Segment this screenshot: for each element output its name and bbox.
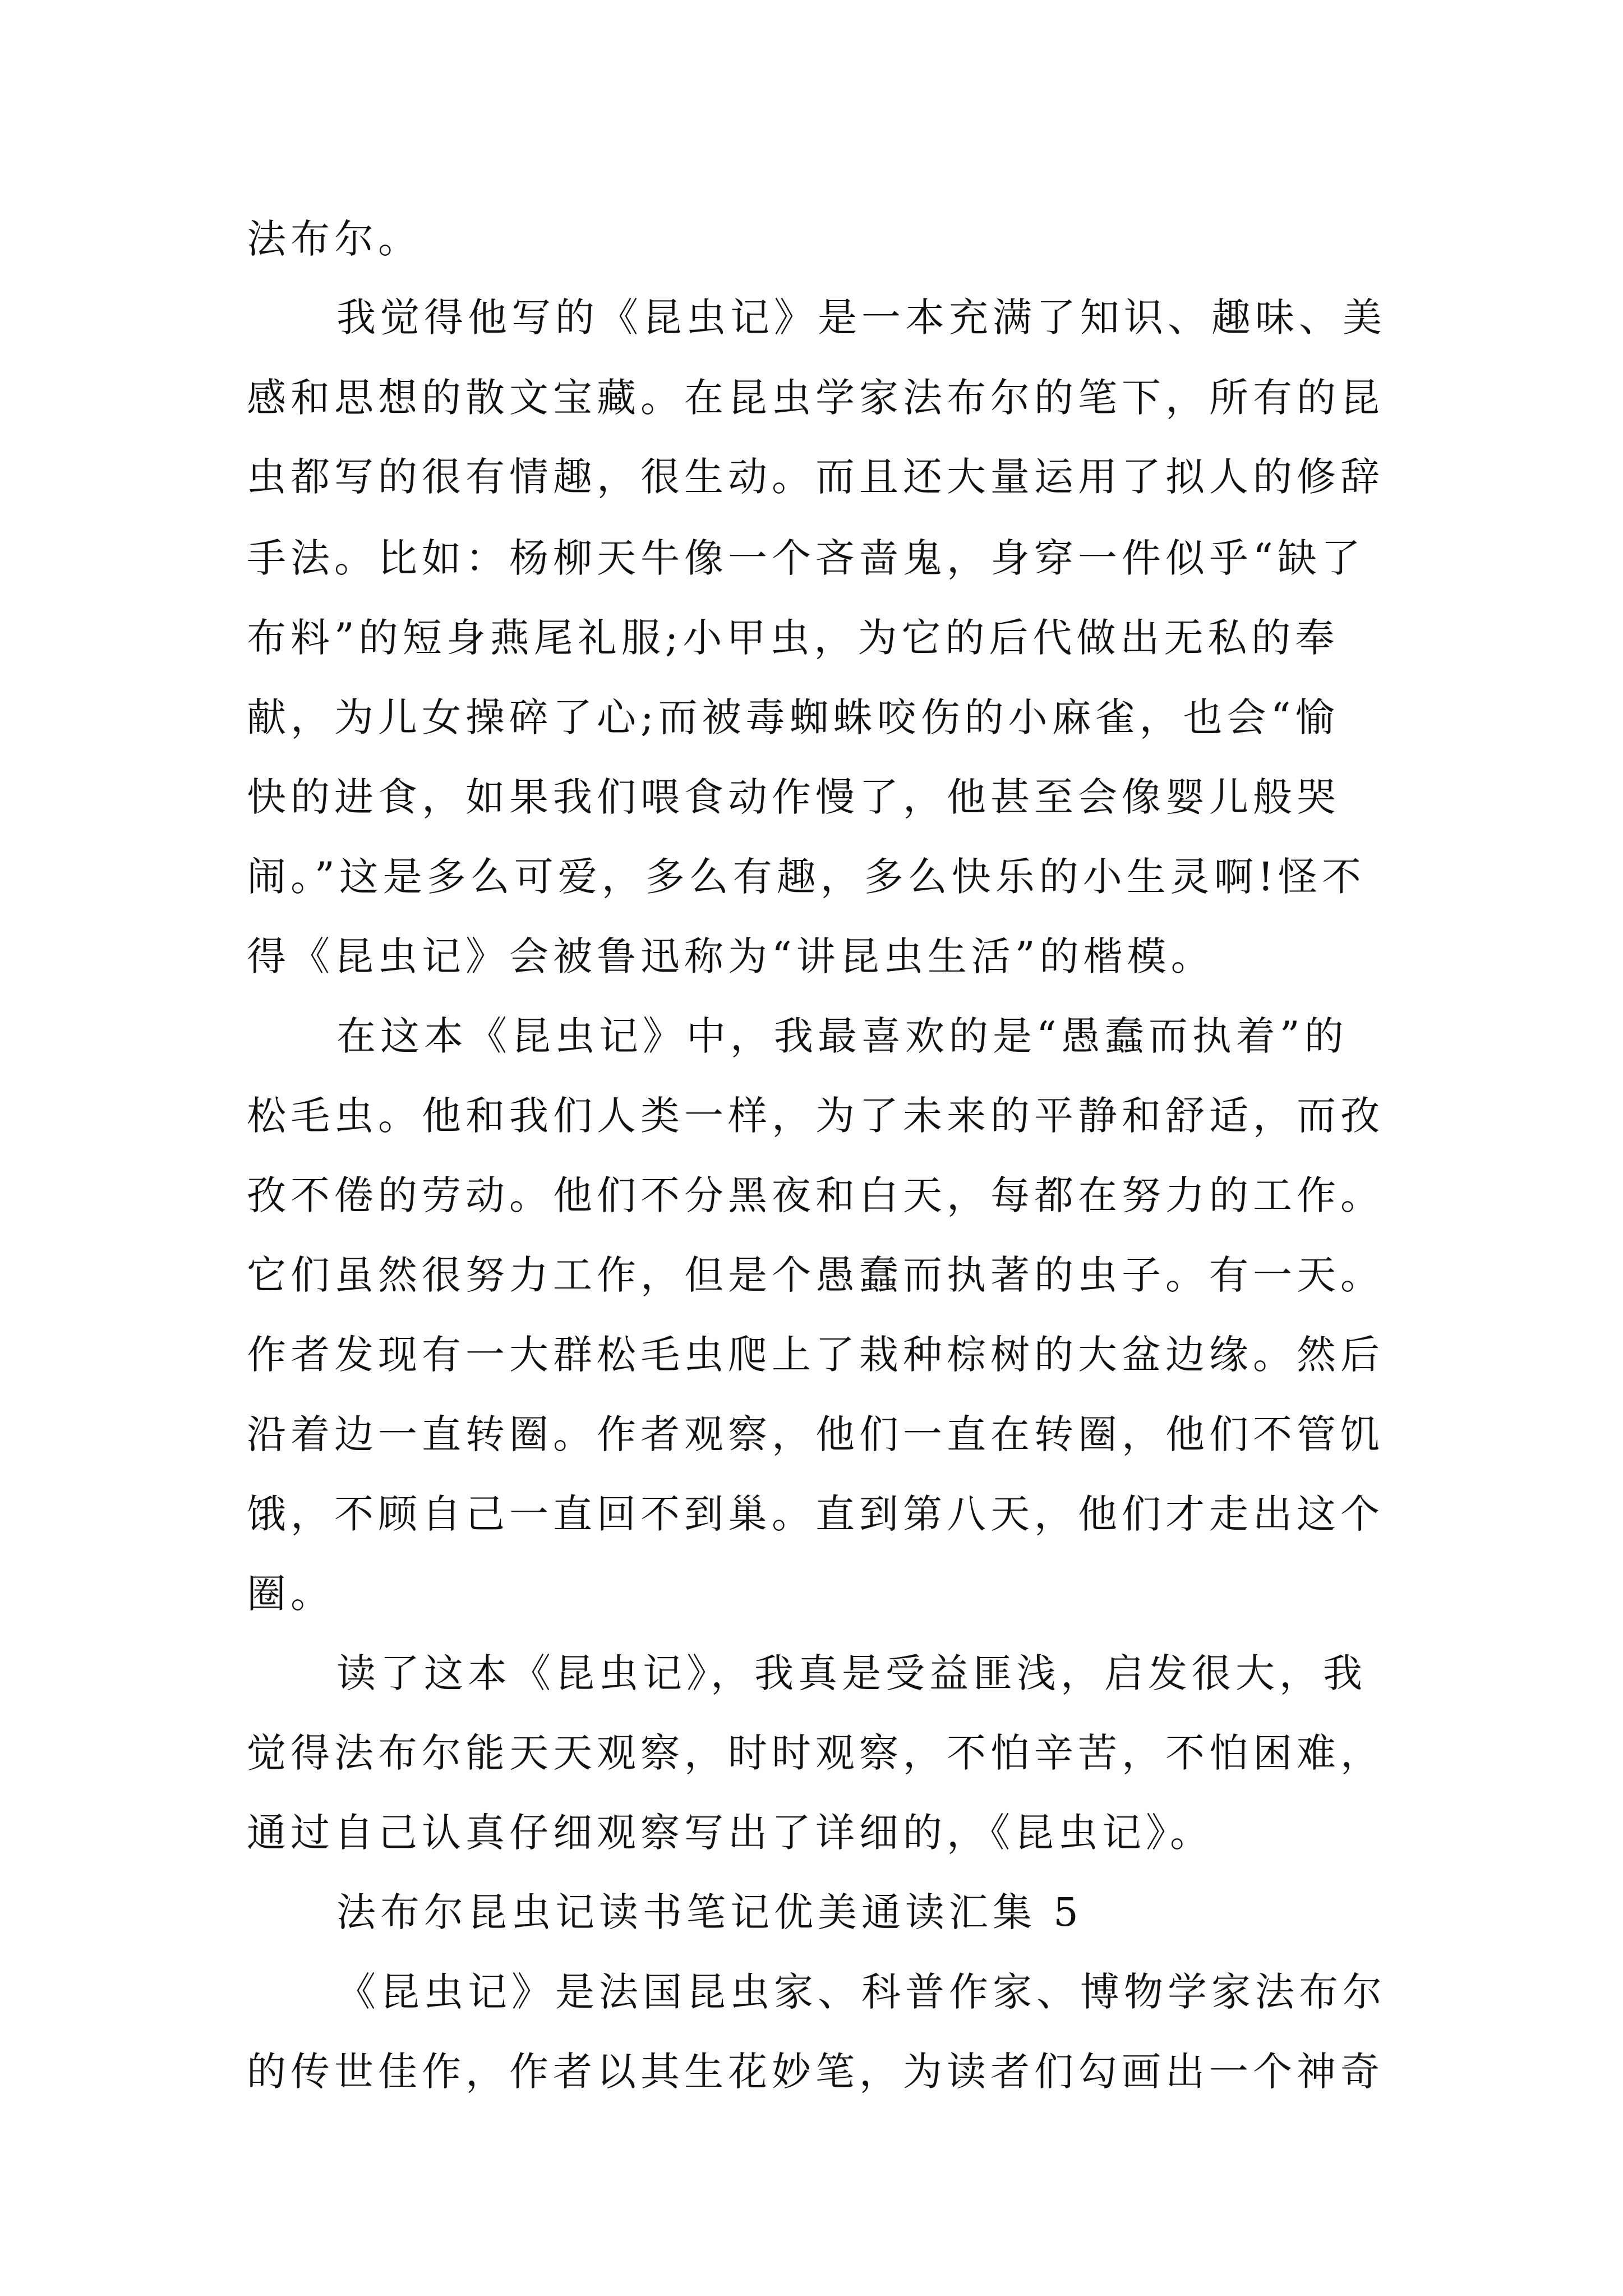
text-line-4: 虫都写的很有情趣，很生动。而且还大量运用了拟人的修辞 (247, 454, 1384, 500)
text-line-13: 孜不倦的劳动。他们不分黑夜和白天，每都在努力的工作。 (247, 1172, 1384, 1218)
text-line-10: 得《昆虫记》会被鲁迅称为“讲昆虫生活”的楷模。 (247, 933, 1215, 979)
text-line-8: 快的进食，如果我们喂食动作慢了，他甚至会像婴儿般哭 (247, 774, 1340, 820)
text-line-1: 法布尔。 (247, 216, 422, 262)
paragraph-line-2: 在这本《昆虫记》中，我最喜欢的是“愚蠢而执着”的 (336, 1013, 1348, 1059)
text-line-6: 布料”的短身燕尾礼服;小甲虫，为它的后代做出无私的奉 (247, 615, 1339, 661)
text-line-7: 献，为儿女操碎了心;而被毒蜘蛛咬伤的小麻雀，也会“愉 (247, 694, 1339, 740)
paragraph-line-4: 《昆虫记》是法国昆虫家、科普作家、博物学家法布尔 (336, 1969, 1386, 2015)
text-line-18: 圈。 (247, 1571, 334, 1617)
paragraph-line-1: 我觉得他写的《昆虫记》是一本充满了知识、趣味、美 (336, 295, 1386, 341)
text-line-12: 松毛虫。他和我们人类一样，为了未来的平静和舒适，而孜 (247, 1093, 1384, 1139)
text-line-16: 沿着边一直转圈。作者观察，他们一直在转圈，他们不管饥 (247, 1411, 1384, 1457)
text-line-21: 通过自己认真仔细观察写出了详细的，《昆虫记》。 (247, 1810, 1214, 1856)
text-line-15: 作者发现有一大群松毛虫爬上了栽种棕树的大盆边缘。然后 (247, 1332, 1384, 1378)
paragraph-line-3: 读了这本《昆虫记》，我真是受益匪浅，启发很大，我 (336, 1650, 1367, 1696)
section-heading: 法布尔昆虫记读书笔记优美通读汇集 5 (336, 1889, 1083, 1935)
text-line-20: 觉得法布尔能天天观察，时时观察，不怕辛苦，不怕困难， (247, 1730, 1384, 1776)
text-line-24: 的传世佳作，作者以其生花妙笔，为读者们勾画出一个神奇 (247, 2049, 1384, 2095)
text-line-9: 闹。”这是多么可爱，多么有趣，多么快乐的小生灵啊!怪不 (247, 854, 1366, 900)
text-line-17: 饿，不顾自己一直回不到巢。直到第八天，他们才走出这个 (247, 1491, 1384, 1537)
text-line-3: 感和思想的散文宝藏。在昆虫学家法布尔的笔下，所有的昆 (247, 375, 1384, 421)
text-line-14: 它们虽然很努力工作，但是个愚蠢而执著的虫子。有一天。 (247, 1252, 1384, 1298)
text-line-5: 手法。比如：杨柳天牛像一个吝啬鬼，身穿一件似乎“缺了 (247, 535, 1365, 581)
